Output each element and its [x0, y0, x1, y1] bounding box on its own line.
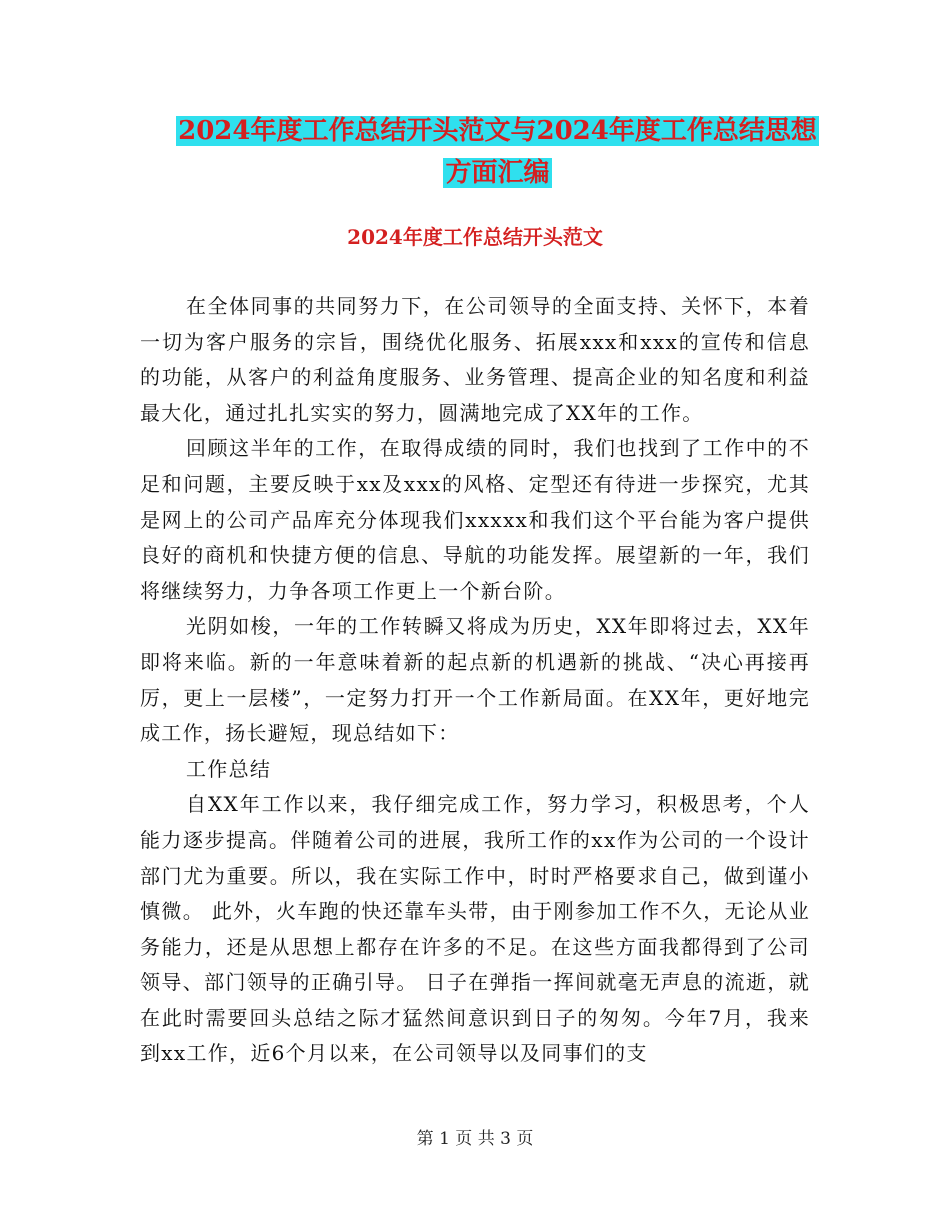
document-body [140, 289, 810, 1072]
document-title [140, 110, 855, 194]
title-line-2: 方面汇编 [445, 158, 550, 188]
title-line-1: 2024年度工作总结开头范文与2024年度工作总结思想 [178, 116, 817, 146]
paragraph-4: 自XX年工作以来，我仔细完成工作，努力学习，积极思考，个人能力逐步提高。伴随着公司的进展，我所工作的xx作为公司的一个设计部门尤为重要。所以，我在实际工作中，时时严格要求自己，做到谨小慎微。 此外，火车跑的快还靠车头带，由于刚参加工作不久，无论从业务能力，还是从思想上都存在许多的不足。在这些方面我都得到了公司领导、部门领导的正确引导。 日子在弹指一挥间就毫无声息的流逝，就在此时需要回头总结之际才猛然间意识到日子的匆匆。今年7月，我来到xx工作，近6个月以来，在公司领导以及同事们的支 [140, 792, 810, 1066]
paragraph-1: 在全体同事的共同努力下，在公司领导的全面支持、关怀下，本着一切为客户服务的宗旨，围绕优化服务、拓展xxx和xxx的宣传和信息的功能，从客户的利益角度服务、业务管理、提高企业的知名度和利益最大化，通过扎扎实实的努力，圆满地完成了XX年的工作。 [140, 294, 810, 425]
paragraph-3: 光阴如梭，一年的工作转瞬又将成为历史，XX年即将过去，XX年即将来临。新的一年意味着新的起点新的机遇新的挑战、“决心再接再厉，更上一层楼”，一定努力打开一个工作新局面。在XX年，更好地完成工作，扬长避短，现总结如下： [140, 614, 810, 746]
subheading-work-summary: 工作总结 [186, 756, 272, 781]
section-heading: 2024年度工作总结开头范文 [347, 225, 603, 249]
paragraph-2: 回顾这半年的工作，在取得成绩的同时，我们也找到了工作中的不足和问题，主要反映于xx及xxx的风格、定型还有待进一步探究，尤其是网上的公司产品库充分体现我们xxxxx和我们这个平台能为客户提供良好的商机和快捷方便的信息、导航的功能发挥。展望新的一年，我们将继续努力，力争各项工作更上一个新台阶。 [140, 436, 810, 603]
page-footer: 第 1 页 共 3 页 [416, 1129, 534, 1149]
